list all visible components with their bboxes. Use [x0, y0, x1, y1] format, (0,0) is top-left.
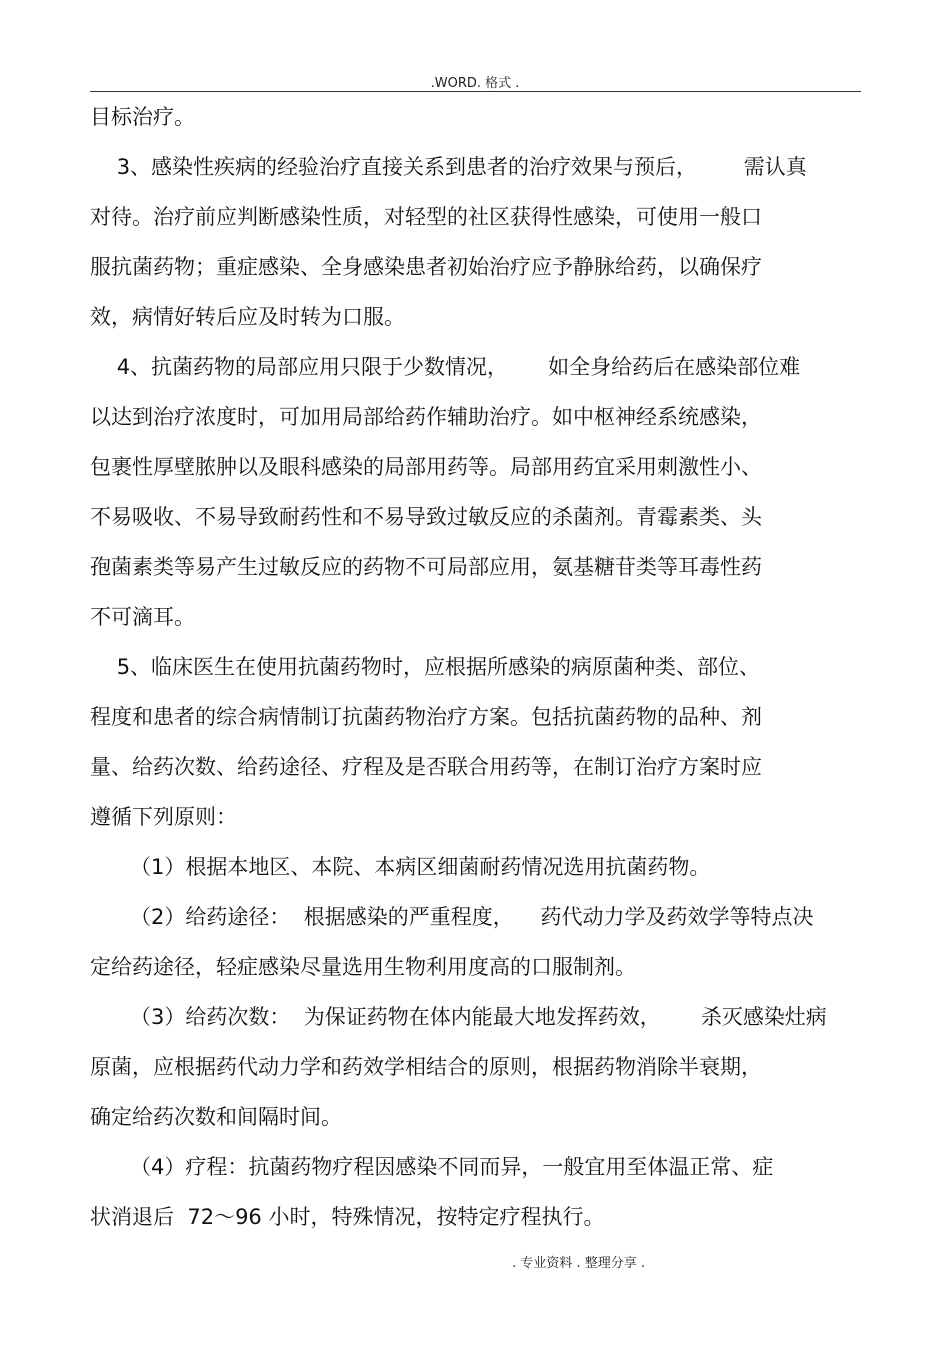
page-header: .WORD. 格式 . [430, 76, 520, 91]
body-line: 4、抗菌药物的局部应用只限于少数情况， 如全身给药后在感染部位难 [90, 355, 801, 379]
header-rule [90, 91, 861, 92]
body-line: 不可滴耳。 [90, 605, 195, 629]
page-footer: . 专业资料 . 整理分享 . [512, 1256, 645, 1271]
body-line: 原菌，应根据药代动力学和药效学相结合的原则，根据药物消除半衰期， [90, 1055, 762, 1079]
body-line: 定给药途径，轻症感染尽量选用生物利用度高的口服制剂。 [90, 955, 636, 979]
body-line: 程度和患者的综合病情制订抗菌药物治疗方案。包括抗菌药物的品种、剂 [90, 705, 762, 729]
body-line: （4）疗程：抗菌药物疗程因感染不同而异，一般宜用至体温正常、症 [90, 1155, 774, 1179]
body-line: 包裹性厚壁脓肿以及眼科感染的局部用药等。局部用药宜采用刺激性小、 [90, 455, 762, 479]
body-line: 5、临床医生在使用抗菌药物时，应根据所感染的病原菌种类、部位、 [90, 655, 761, 679]
body-line: 效，病情好转后应及时转为口服。 [90, 305, 405, 329]
body-line: 对待。治疗前应判断感染性质，对轻型的社区获得性感染，可使用一般口 [90, 205, 762, 229]
body-line: 孢菌素类等易产生过敏反应的药物不可局部应用，氨基糖苷类等耳毒性药 [90, 555, 762, 579]
body-line: 3、感染性疾病的经验治疗直接关系到患者的治疗效果与预后， 需认真 [90, 155, 807, 179]
body-line: 目标治疗。 [90, 105, 195, 129]
body-line: 量、给药次数、给药途径、疗程及是否联合用药等，在制订治疗方案时应 [90, 755, 762, 779]
body-line: 遵循下列原则： [90, 805, 237, 829]
body-line: （1）根据本地区、本院、本病区细菌耐药情况选用抗菌药物。 [90, 855, 711, 879]
body-line: 不易吸收、不易导致耐药性和不易导致过敏反应的杀菌剂。青霉素类、头 [90, 505, 762, 529]
body-line: 确定给药次数和间隔时间。 [90, 1105, 342, 1129]
body-line: （3）给药次数： 为保证药物在体内能最大地发挥药效， 杀灭感染灶病 [90, 1005, 827, 1029]
body-line: 服抗菌药物；重症感染、全身感染患者初始治疗应予静脉给药，以确保疗 [90, 255, 762, 279]
body-line: （2）给药途径： 根据感染的严重程度， 药代动力学及药效学等特点决 [90, 905, 814, 929]
body-line: 以达到治疗浓度时，可加用局部给药作辅助治疗。如中枢神经系统感染， [90, 405, 762, 429]
body-line: 状消退后 72～96 小时，特殊情况，按特定疗程执行。 [90, 1205, 605, 1229]
